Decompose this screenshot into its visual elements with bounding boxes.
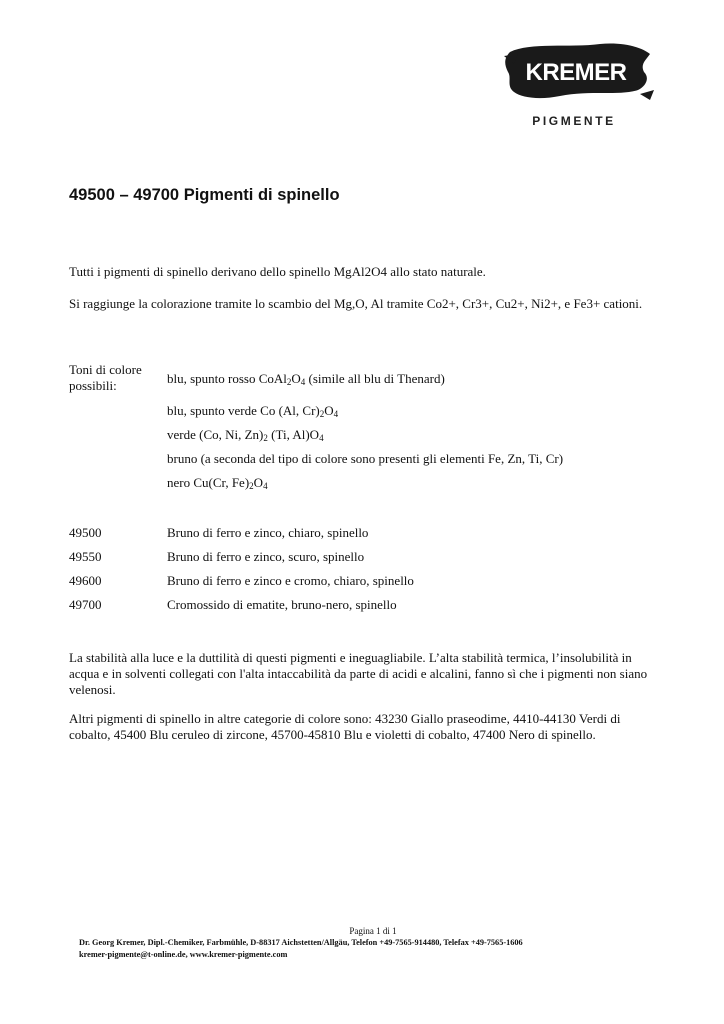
kremer-logo — [500, 38, 656, 136]
footer-contact: kremer-pigmente@t-online.de, www.kremer-pigmente.com — [79, 950, 288, 959]
logo-subtitle: PIGMENTE — [532, 114, 616, 128]
product-name: Bruno di ferro e zinco, scuro, spinello — [167, 549, 365, 564]
page-number: Pagina 1 di 1 — [349, 926, 397, 936]
footer-address: Dr. Georg Kremer, Dipl.-Chemiker, Farbmühle, D-88317 Aichstetten/Allgäu, Telefon +49-7565-914480, Telefax +49-7565-1606 — [79, 938, 523, 947]
logo-brand-text: KREMER — [525, 59, 627, 86]
tone-item: verde (Co, Ni, $Zn)_2$ (Ti, $Al)O_4$ — [167, 427, 324, 443]
tone-item: nero Cu(Cr, $Fe)_2O_4$ — [167, 475, 268, 491]
closing-paragraph-1: La stabilità alla luce e la duttilità di questi pigmenti e ineguagliabile. L’alta stabilità termica, l’insolubilità in acqua e in solventi collegati con l'alta intaccabilità da parte di acidi e alcalini, fanno sì che i pigmenti non siano velenosi. — [69, 650, 648, 697]
product-code: 49600 — [69, 573, 102, 588]
product-code: 49700 — [69, 597, 102, 612]
product-code: 49500 — [69, 525, 102, 540]
product-code: 49550 — [69, 549, 102, 564]
product-name: Bruno di ferro e zinco e cromo, chiaro, spinello — [167, 573, 414, 588]
closing-paragraph-2: Altri pigmenti di spinello in altre categorie di colore sono: 43230 Giallo praseodime, 4410-44130 Verdi di cobalto, 45400 Blu ceruleo di zircone, 45700-45810 Blu e violetti di cobalto, 47400 Nero di spinello. — [69, 711, 621, 742]
tone-item: bruno (a seconda del tipo di colore sono presenti gli elementi Fe, Zn, Ti, Cr) — [167, 451, 564, 466]
page-title: 49500 – 49700 Pigmenti di spinello — [69, 186, 340, 204]
intro-paragraph-1: Tutti i pigmenti di spinello derivano dello spinello MgAl2O4 allo stato naturale. — [69, 264, 486, 279]
tone-item: blu, spunto verde Co (Al, $Cr)_2O_4$ — [167, 403, 339, 419]
product-name: Cromossido di ematite, bruno-nero, spinello — [167, 597, 397, 612]
tone-item: blu, spunto rosso $CoAl_2O_4$ (simile all blu di Thenard) — [167, 371, 445, 387]
intro-paragraph-2: Si raggiunge la colorazione tramite lo scambio del Mg,O, Al tramite Co2+, Cr3+, Cu2+, Ni2+, e Fe3+ cationi. — [69, 296, 643, 311]
tones-label: Toni di colore possibili: — [69, 362, 142, 393]
product-name: Bruno di ferro e zinco, chiaro, spinello — [167, 525, 369, 540]
